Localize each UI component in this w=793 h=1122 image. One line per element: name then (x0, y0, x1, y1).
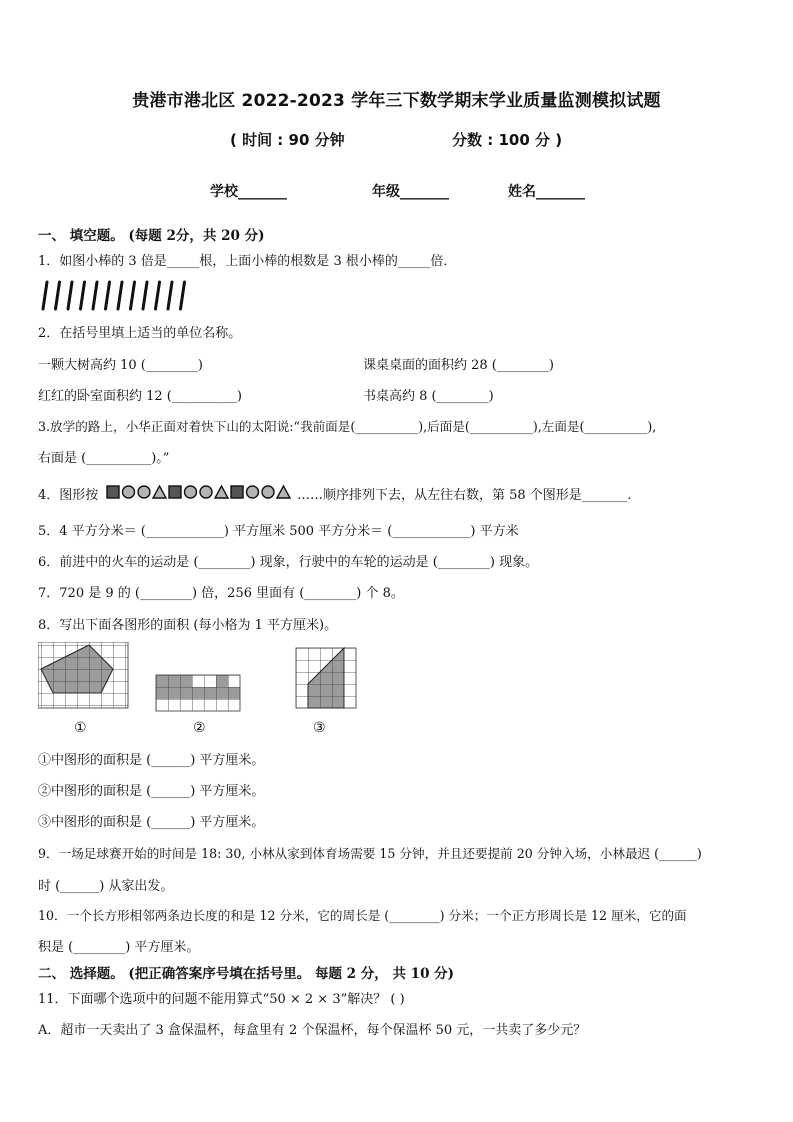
question-2c: 红红的卧室面积约 12 (__________) (38, 389, 242, 404)
question-2b: 课桌桌面的面积约 28 (________) (363, 358, 554, 373)
sequence-square-icon (231, 486, 243, 498)
stick (143, 282, 147, 309)
stick (106, 282, 110, 309)
stick (168, 282, 172, 309)
stick (181, 282, 185, 309)
question-2a: 一颗大树高约 10 (________) (38, 358, 203, 373)
question-11: 11．下面哪个选项中的问题不能用算式“50 × 2 × 3”解决？ ( ) (38, 992, 405, 1007)
question-7: 7．720 是 9 的 (________) 倍，256 里面有 (________) 个 8。 (38, 586, 404, 601)
stick (118, 282, 122, 309)
stick (43, 282, 47, 309)
figure-2-grid (156, 675, 240, 711)
stick (68, 282, 72, 309)
question-9-line-1: 9．一场足球赛开始的时间是 18: 30, 小林从家到体育场需要 15 分钟，并且还要提前 20 分钟入场，小林最迟 (______) (38, 846, 702, 861)
figure-1-grid (38, 642, 128, 708)
grade-field: 年级_______ (372, 184, 449, 200)
question-2: 2．在括号里填上适当的单位名称。 (38, 326, 242, 341)
school-field: 学校_______ (210, 184, 287, 200)
question-3-line-2: 右面是 (__________)。” (38, 451, 170, 466)
stick (93, 282, 97, 309)
sequence-square-icon (169, 486, 181, 498)
stick (81, 282, 85, 309)
question-4-prefix: 4．图形按 (38, 488, 99, 503)
exam-time: ( 时间 : 90 分钟 (230, 131, 345, 149)
stick (131, 282, 135, 309)
figure-3-grid (296, 648, 356, 708)
question-1: 1．如图小棒的 3 倍是_____根，上面小棒的根数是 3 根小棒的_____倍． (38, 254, 457, 269)
sequence-square-icon (107, 486, 119, 498)
sticks-figure (38, 279, 198, 313)
sequence-circle-icon (185, 486, 197, 498)
sequence-triangle-icon (277, 486, 290, 498)
question-11-option-a: A．超市一天卖出了 3 盒保温杯，每盒里有 2 个保温杯，每个保温杯 50 元，一共卖了多少元？ (38, 1023, 587, 1038)
sequence-circle-icon (123, 486, 135, 498)
sequence-triangle-icon (215, 486, 228, 498)
section-1-heading: 一、 填空题。 (每题 2分，共 20 分) (38, 228, 265, 244)
question-10-line-1: 10．一个长方形相邻两条边长度的和是 12 分米，它的周长是 (________) 分米；一个正方形周长是 12 厘米，它的面 (38, 908, 687, 923)
question-3-line-1: 3.放学的路上，小华正面对着快下山的太阳说:“我前面是(__________),后面是(__________),左面是(__________), (38, 419, 657, 434)
question-8-answer-2: ②中图形的面积是 (______) 平方厘米。 (38, 784, 265, 799)
question-8: 8．写出下面各图形的面积 (每小格为 1 平方厘米)。 (38, 618, 338, 633)
stick (156, 282, 160, 309)
shape-sequence (106, 485, 302, 499)
figure-1-label: ① (74, 720, 87, 736)
question-6: 6．前进中的火车的运动是 (________) 现象，行驶中的车轮的运动是 (________) 现象。 (38, 555, 539, 570)
figure-3-label: ③ (313, 720, 326, 736)
question-10-line-2: 积是 (________) 平方厘米。 (38, 940, 200, 955)
sequence-circle-icon (262, 486, 274, 498)
figure-2-label: ② (193, 720, 206, 736)
stick (56, 282, 60, 309)
section-2-heading: 二、 选择题。 (把正确答案序号填在括号里。 每题 2 分， 共 10 分) (38, 966, 455, 982)
exam-score: 分数 : 100 分 ) (452, 131, 563, 149)
question-8-answer-1: ①中图形的面积是 (______) 平方厘米。 (38, 753, 265, 768)
page-title: 贵港市港北区 2022-2023 学年三下数学期末学业质量监测模拟试题 (132, 91, 661, 111)
question-4-suffix: ……顺序排列下去，从左往右数，第 58 个图形是_______. (297, 488, 632, 503)
name-field: 姓名_______ (508, 184, 585, 200)
question-2d: 书桌高约 8 (________) (363, 389, 494, 404)
sequence-circle-icon (138, 486, 150, 498)
sequence-circle-icon (200, 486, 212, 498)
sequence-triangle-icon (153, 486, 166, 498)
sequence-circle-icon (247, 486, 259, 498)
question-8-answer-3: ③中图形的面积是 (______) 平方厘米。 (38, 815, 265, 830)
question-9-line-2: 时 (______) 从家出发。 (38, 879, 174, 894)
question-5: 5．4 平方分米＝ (____________) 平方厘米 500 平方分米＝ (____________) 平方米 (38, 524, 519, 539)
